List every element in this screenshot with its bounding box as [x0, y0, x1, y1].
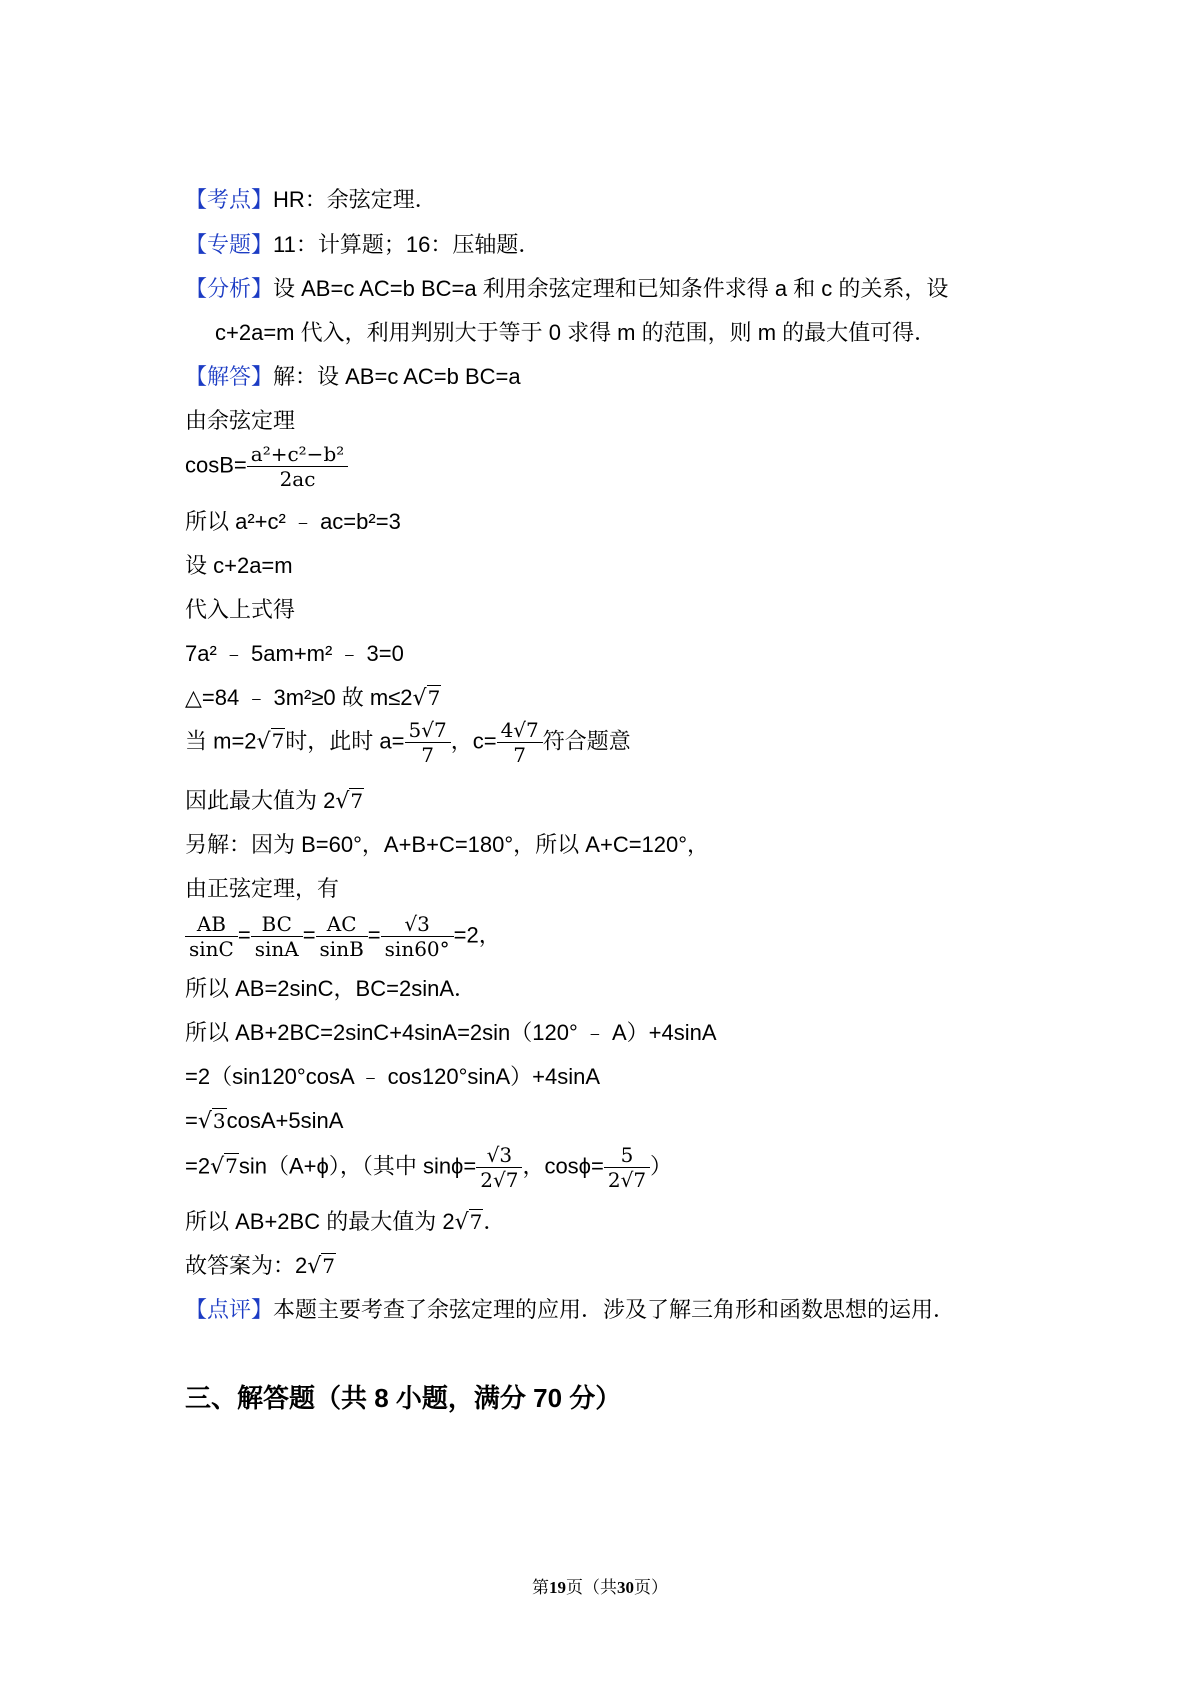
fenxi-text1: 设 AB=c AC=b BC=a 利用余弦定理和已知条件求得 a 和 c 的关系，设 [273, 276, 949, 301]
step-7-text: △=84 ﹣ 3m²≥0 故 m≤2 [185, 685, 413, 710]
step-17-a: =2 [185, 1153, 211, 1179]
step-9-text: 因此最大值为 2 [185, 788, 336, 813]
numerator: AC [316, 912, 368, 937]
step-15: =2（sin120°cosA ﹣ cos120°sinA）+4sinA [185, 1064, 601, 1089]
radicand: 3 [212, 1109, 226, 1133]
step-16 [185, 1106, 343, 1137]
step-4: 设 c+2a=m [185, 553, 293, 578]
fenxi-tag: 【分析】 [185, 276, 274, 301]
page-number: 19 [549, 1578, 566, 1597]
radicand: 7 [427, 686, 441, 710]
step-5: 代入上式得 [185, 597, 296, 622]
a-numerator: 5√7 [405, 718, 451, 743]
step-10: 另解：因为 B=60°，A+B+C=180°，所以 A+C=120°， [185, 832, 710, 857]
radicand: 7 [350, 789, 364, 813]
kaodian-text: HR：余弦定理． [273, 187, 437, 212]
cosb-fraction [247, 442, 349, 491]
step-13: 所以 AB=2sinC，BC=2sinA． [185, 976, 476, 1001]
step-18 [185, 1207, 505, 1238]
step-12 [185, 912, 501, 961]
c-fraction [497, 718, 543, 767]
equals-sign: = [367, 922, 381, 948]
step-19-a: 故答案为：2 [185, 1253, 308, 1278]
numerator: AB [185, 912, 238, 937]
cosb-denominator: 2ac [279, 467, 316, 491]
radicand: 7 [271, 729, 285, 754]
step-9 [185, 786, 364, 817]
radicand: 7 [469, 1210, 483, 1234]
ac-sinb-fraction [316, 912, 368, 961]
jieda-text: 解：设 AB=c AC=b BC=a [273, 364, 521, 389]
a-denominator: 7 [421, 743, 434, 767]
equals-sign: = [237, 922, 251, 948]
sqrt-icon: √ [454, 1210, 469, 1235]
sqrt-icon: √ [256, 729, 271, 755]
step-17 [185, 1143, 672, 1192]
radicand: 7 [322, 1254, 336, 1278]
step-6: 7a² ﹣ 5am+m² ﹣ 3=0 [185, 641, 404, 666]
a-fraction [405, 718, 451, 767]
cosphi-fraction [604, 1143, 650, 1192]
zhuanti-text: 11：计算题；16：压轴题． [273, 232, 541, 257]
fenxi-line [185, 274, 948, 304]
sqrt-icon: √ [307, 1254, 322, 1279]
c-denominator: 7 [513, 743, 527, 767]
footer-a: 第 [532, 1578, 549, 1597]
footer-b: 页（共 [566, 1578, 617, 1597]
dianping-line [185, 1295, 955, 1325]
denominator: sinA [254, 937, 299, 961]
total-pages: 30 [617, 1578, 634, 1597]
step-1: 由余弦定理 [185, 408, 296, 433]
step-8-b: 时，此时 a= [285, 728, 405, 754]
step-12-end: =2， [453, 922, 501, 948]
bc-sina-fraction [251, 912, 303, 961]
footer-c: 页） [634, 1578, 668, 1597]
zhuanti-tag: 【专题】 [185, 232, 274, 257]
step-17-d: ） [650, 1153, 673, 1179]
numerator: BC [251, 912, 303, 937]
jieda-tag: 【解答】 [185, 364, 274, 389]
step-8 [185, 718, 631, 767]
step-3: 所以 a²+c² ﹣ ac=b²=3 [185, 509, 401, 534]
numerator: 5 [604, 1143, 650, 1168]
step-18-b: ． [483, 1209, 506, 1234]
step-16-b: cosA+5sinA [226, 1108, 344, 1133]
numerator: √3 [476, 1143, 522, 1168]
denominator: sinC [189, 937, 234, 961]
jieda-line [185, 362, 521, 392]
section-heading: 三、解答题（共 8 小题，满分 70 分） [185, 1383, 622, 1413]
dianping-tag: 【点评】 [185, 1297, 274, 1322]
zhuanti-line [185, 230, 540, 260]
fenxi-text2: c+2a=m 代入，利用判别大于等于 0 求得 m 的范围，则 m 的最大值可得． [215, 320, 937, 345]
equals-sign: = [302, 922, 316, 948]
kaodian-line [185, 185, 437, 215]
sinphi-fraction [476, 1143, 522, 1192]
sqrt-icon: √ [335, 789, 350, 814]
step-16-a: = [185, 1108, 198, 1133]
cosb-numerator: a²+c²−b² [247, 442, 349, 467]
step-2 [185, 442, 348, 491]
dianping-text: 本题主要考查了余弦定理的应用．涉及了解三角形和函数思想的运用． [273, 1297, 956, 1322]
sqrt3-sin60-fraction [381, 912, 454, 961]
denominator: 2√7 [607, 1168, 647, 1192]
denominator: sinB [319, 937, 364, 961]
ab-sinc-fraction [185, 912, 238, 961]
sqrt-icon: √ [210, 1154, 225, 1180]
kaodian-tag: 【考点】 [185, 187, 274, 212]
step-8-a: 当 m=2 [185, 728, 257, 754]
page-footer [0, 1573, 1200, 1598]
numerator: √3 [381, 912, 454, 937]
step-8-c: ，c= [450, 728, 497, 754]
step-19 [185, 1251, 336, 1282]
denominator: sin60° [384, 937, 450, 961]
radicand: 7 [225, 1154, 238, 1179]
denominator: 2√7 [480, 1168, 519, 1192]
step-17-c: ，cosϕ= [522, 1153, 604, 1179]
step-18-a: 所以 AB+2BC 的最大值为 2 [185, 1209, 455, 1234]
step-11: 由正弦定理，有 [185, 876, 340, 901]
sqrt-icon: √ [197, 1109, 212, 1134]
c-numerator: 4√7 [497, 718, 543, 743]
step-14: 所以 AB+2BC=2sinC+4sinA=2sin（120° ﹣ A）+4sinA [185, 1020, 717, 1045]
sqrt-icon: √ [412, 686, 427, 711]
step-17-b: sin（A+ϕ），（其中 sinϕ= [238, 1153, 477, 1179]
step-7 [185, 683, 441, 714]
step-8-d: 符合题意 [542, 728, 631, 754]
cosb-prefix: cosB= [185, 452, 247, 478]
